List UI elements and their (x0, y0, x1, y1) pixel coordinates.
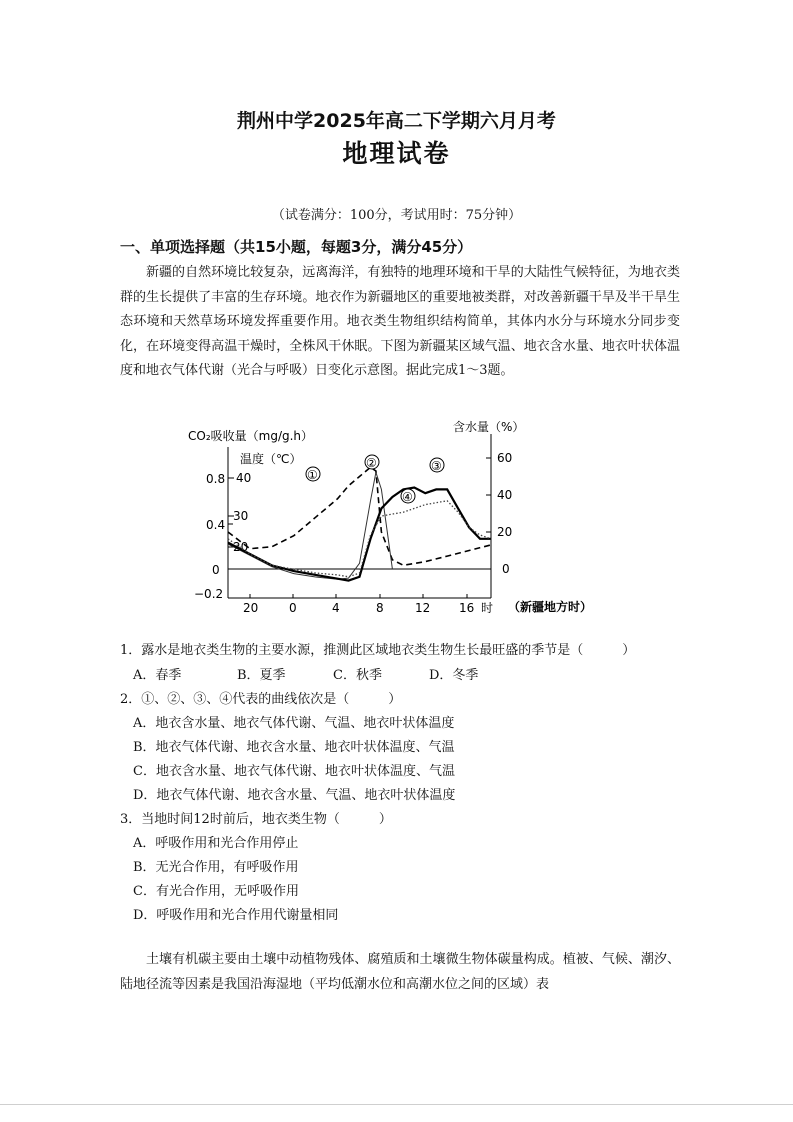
water-tick: 20 (497, 525, 513, 539)
co2-ticks (194, 472, 233, 601)
x-tick: 16 (459, 601, 475, 615)
curve-label-3: ③ (431, 459, 442, 473)
temp-tick: 30 (233, 509, 249, 523)
question-1: 1．露水是地衣类生物的主要水源，推测此区域地衣类生物生长最旺盛的季节是（ ） (120, 643, 636, 658)
x-tick: 4 (332, 601, 340, 615)
chart (186, 414, 616, 619)
curve-label (365, 455, 379, 470)
water-ticks (486, 451, 512, 576)
temp-tick: 20 (233, 540, 249, 554)
curve-4-dotted (228, 501, 491, 577)
question-1-options (133, 664, 478, 683)
option-c: C．秋季 (333, 668, 382, 683)
water-tick: 60 (497, 451, 513, 465)
x-tick: 12 (415, 601, 431, 615)
question-3: 3．当地时间12时前后，地衣类生物（ ） (120, 812, 392, 827)
x-tick: 0 (289, 601, 297, 615)
co2-tick: 0.8 (206, 472, 226, 486)
co2-tick: 0.4 (206, 518, 226, 532)
x-tick: 8 (376, 601, 384, 615)
x-ticks (243, 594, 592, 615)
option-a: A．春季 (133, 668, 182, 683)
water-tick: 0 (502, 562, 510, 576)
co2-tick: −0.2 (194, 587, 224, 601)
section-heading: 一、单项选择题（共15小题，每题3分，满分45分） (120, 238, 473, 256)
x-note: （新疆地方时） (508, 600, 593, 614)
passage-2: 土壤有机碳主要由土壤中动植物残体、腐殖质和土壤微生物体碳量构成。植被、气候、潮汐、陆地径流等因素是我国沿海湿地（平均低潮水位和高潮水位之间的区域）表 (120, 952, 680, 992)
curve-label (401, 489, 415, 504)
option-b: B．夏季 (237, 668, 286, 683)
curve-label-1: ① (307, 468, 318, 482)
water-tick: 40 (497, 488, 513, 502)
curve-label (306, 467, 320, 482)
co2-axis-label: CO₂吸收量（mg/g.h） (188, 429, 314, 443)
curve-1-dashed (228, 467, 491, 565)
curve-label-2: ② (366, 456, 377, 470)
option-b: B．无光合作用，有呼吸作用 (133, 860, 299, 875)
x-unit: 时 (481, 601, 494, 615)
option-a: A．地衣含水量、地衣气体代谢、气温、地衣叶状体温度 (133, 716, 455, 731)
curve-label-4: ④ (402, 490, 413, 504)
curve-3-bold (228, 488, 491, 581)
option-d: D．地衣气体代谢、地衣含水量、气温、地衣叶状体温度 (133, 788, 456, 803)
subject-title: 地理试卷 (342, 139, 451, 168)
page-bottom-rule (0, 1104, 793, 1105)
option-d: D．冬季 (429, 668, 479, 683)
option-c: C．地衣含水量、地衣气体代谢、地衣叶状体温度、气温 (133, 764, 455, 779)
temp-axis-label: 温度（℃） (240, 452, 302, 466)
curve-2-thin (228, 472, 392, 579)
curve-label (430, 458, 444, 473)
passage-1: 新疆的自然环境比较复杂，远离海洋，有独特的地理环境和干旱的大陆性气候特征，为地衣类群的生长提供了丰富的生存环境。地衣作为新疆地区的重要地被类群，对改善新疆干旱及半干旱生态环境和天然草场环境发挥重要作用。地衣类生物组织结构简单，其体内水分与环境水分同步变化，在环境变得高温干燥时，全株风干休眠。下图为新疆某区域气温、地衣含水量、地衣叶状体温度和地衣气体代谢（光合与呼吸）日变化示意图。据此完成1～3题。 (120, 265, 680, 378)
co2-tick: 0 (212, 563, 220, 577)
option-a: A．呼吸作用和光合作用停止 (133, 836, 299, 851)
question-2: 2．①、②、③、④代表的曲线依次是（ ） (120, 692, 402, 707)
option-d: D．呼吸作用和光合作用代谢量相同 (133, 908, 339, 923)
water-axis-label: 含水量（%） (453, 420, 525, 434)
exam-info: （试卷满分：100分，考试用时：75分钟） (271, 208, 522, 223)
x-tick: 20 (243, 601, 259, 615)
exam-title: 荆州中学2025年高二下学期六月月考 (237, 110, 556, 132)
temp-tick: 40 (236, 471, 252, 485)
option-b: B．地衣气体代谢、地衣含水量、地衣叶状体温度、气温 (133, 740, 455, 755)
option-c: C．有光合作用，无呼吸作用 (133, 884, 299, 899)
